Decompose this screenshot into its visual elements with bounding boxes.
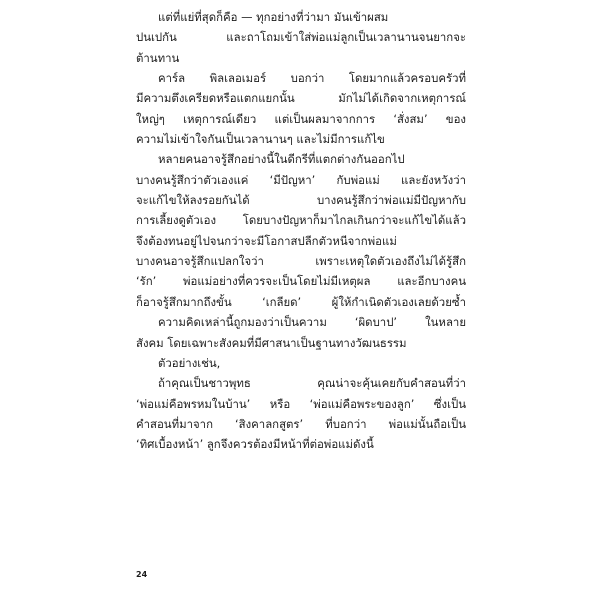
text-line: การเลี้ยงดูตัวเอง โดยบางปัญหาก็มาไกลเกินกว่าจะแก้ไขได้แล้ว (136, 213, 466, 228)
text-line: บางคนอาจรู้สึกแปลกใจว่า เพราะเหตุใดตัวเองถึงไม่ได้รู้สึก (136, 254, 466, 269)
text-line: ความคิดเหล่านี้ถูกมองว่าเป็นความ ‘ผิดบาป’ ในหลาย (158, 315, 466, 330)
text-line: ความไม่เข้าใจกันเป็นเวลานานๆ และไม่มีการแก้ไข (136, 132, 385, 147)
text-line: ‘พ่อแม่คือพรหมในบ้าน’ หรือ ‘พ่อแม่คือพระของลูก’ ซึ่งเป็น (136, 396, 466, 411)
text-line: ถ้าคุณเป็นชาวพุทธ คุณน่าจะคุ้นเคยกับคำสอนที่ว่า (158, 376, 466, 391)
text-line: มีความตึงเครียดหรือแตกแยกนั้น มักไม่ได้เกิดจากเหตุการณ์ (136, 91, 466, 106)
text-line: หลายคนอาจรู้สึกอย่างนี้ในดีกรีที่แตกต่างกันออกไป (158, 152, 405, 167)
text-line: จะแก้ไขให้ลงรอยกันได้ บางคนรู้สึกว่าพ่อแม่มีปัญหากับ (136, 193, 466, 208)
text-line: ‘รัก’ พ่อแม่อย่างที่ควรจะเป็นโดยไม่มีเหตุผล และอีกบางคน (136, 274, 466, 289)
body-text (136, 7, 466, 455)
text-line: บางคนรู้สึกว่าตัวเองแค่ ‘มีปัญหา’ กับพ่อแม่ และยังหวังว่า (136, 172, 466, 187)
text-line: คำสอนที่มาจาก ‘สิงคาลกสูตร’ ที่บอกว่า พ่อแม่นั้นถือเป็น (136, 416, 466, 431)
text-line: ใหญ่ๆ เหตุการณ์เดียว แต่เป็นผลมาจากการ ‘สั่งสม’ ของ (136, 111, 466, 126)
text-line: ต้านทาน (136, 50, 180, 65)
text-line: ก็อาจรู้สึกมากถึงขั้น ‘เกลียด’ ผู้ให้กำเนิดตัวเองเลยด้วยซ้ำ (136, 294, 466, 309)
text-line: แต่ที่แย่ที่สุดก็คือ — ทุกอย่างที่ว่ามา มันเข้าผสม (158, 10, 389, 24)
text-line: ตัวอย่างเช่น, (158, 355, 221, 370)
text-line: ‘ทิศเบื้องหน้า’ ลูกจึงควรต้องมีหน้าที่ต่อพ่อแม่ดังนี้ (136, 437, 374, 452)
text-line: คาร์ล พิลเลอเมอร์ บอกว่า โดยมากแล้วครอบครัวที่ (158, 71, 466, 86)
text-line: จึงต้องทนอยู่ไปจนกว่าจะมีโอกาสปลีกตัวหนีจากพ่อแม่ (136, 233, 397, 248)
text-line: ปนเปกัน และถาโถมเข้าใส่พ่อแม่ลูกเป็นเวลานานจนยากจะ (136, 30, 466, 45)
text-line: สังคม โดยเฉพาะสังคมที่มีศาสนาเป็นฐานทางวัฒนธรรม (136, 335, 407, 350)
page-number: 24 (136, 570, 148, 579)
